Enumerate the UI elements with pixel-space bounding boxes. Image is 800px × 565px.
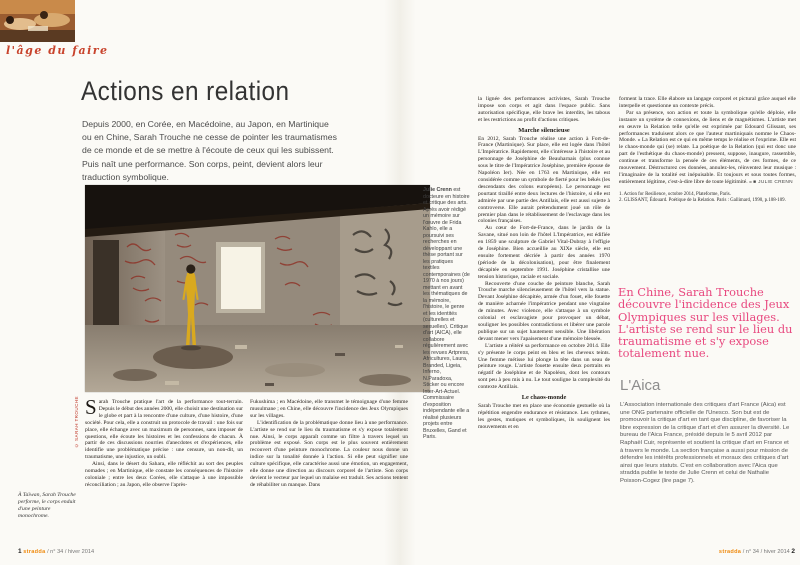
body-paragraph: Ainsi, dans le désert du Sahara, elle réfléchit au sort des peuples nomades ; en Martinique, elle constate les conséquences de l'histoire coloniale ; entre les deux Corées, elle s'attaque à une impossible réconciliation ; au Japon, elle observe l'après- (85, 461, 243, 488)
aica-body: L'Association internationale des critiques d'art France (Aica) est une ONG partenaire officielle de l'Unesco. Son but est de promouvoir la critique d'art en tant que discipline, de favoriser la libre expression de la critique d'art et d'en assurer la diversité. Le bureau de l'Aica France, présidé depuis le 5 avril 2012 par Raphaël Cuir, représente et soutient la critique d'art en France et à travers le monde. La section française a aussi pour mission de défendre les intérêts professionnels et moraux des critiques d'art ainsi que leurs statuts. C'est en collaboration avec l'Aica que stradda publie le texte de Julie Crenn et celui de Nathalie Poisson-Cogez (lire page 7). (620, 402, 790, 484)
body-paragraph: Sarah Trouche pratique l'art de la performance tout-terrain. Depuis le début des années 2000, elle choisit une destination sur le globe et part à la rencontre d'une culture, d'une histoire, d'une société. Pour cela, elle a construit un protocole de travail : une fois sur place, elle échange avec un maximum de personnes, sans imposer de questions, elle écoute les histoires et les confessions de chacun. À partir de ces discussions nourries d'anecdotes et d'expériences, elle identifie une problématique précise : une censure, un non-dit, un traumatisme, une injustice, un oubli. (85, 395, 243, 461)
drop-cap: S (85, 395, 97, 419)
magazine-brand: stradda (718, 549, 742, 555)
body-paragraph: L'identification de la problématique donne lieu à une performance. L'artiste se rend sur le lieu du traumatisme et s'y expose totalement nue. Ainsi, le corps apparaît comme un filtre à travers lequel un problème est exposé. Son corps est le plus souvent entièrement recouvert d'une peinture monochrome. La couleur nous donne un indice sur la tonalité donnée à l'action. Si elle peut signifier une culture spécifique, elle caractérise aussi une émotion, un engagement, elle donne une direction au discours corporel de l'artiste. Son corps devient le vecteur par lequel un malaise est traduit. Ses actions tentent de réhabiliter un manque. Dans (250, 419, 408, 488)
left-column-1 (85, 395, 243, 489)
issue-info: / n° 34 / hiver 2014 (47, 549, 95, 555)
pull-quote: En Chine, Sarah Trouche découvre l'incidence des Jeux Olympiques sur les villages. L'artiste se rend sur le lieu du traumatisme et s'y expose totalement nue. (618, 285, 793, 361)
photo-doorway (93, 240, 119, 328)
footer-left (18, 548, 94, 555)
aica-heading: L'Aica (620, 377, 661, 394)
byline: ■ JULIE CRENN (753, 179, 793, 185)
body-paragraph: Au cœur de Fort-de-France, dans le jardin de la Savane, situé non loin de l'hôtel L'Impératrice, est édifiée en 1859 une sculpture de Gabriel Vital-Dubray à l'effigie de Joséphine. Bien accueillie au XIXe siècle, elle est ensuite fortement décriée à partir des années 1970 (période de la décolonisation), pour être finalement décapitée en septembre 1991. Joséphine cristallise une tension historique, raciale et sociale. (478, 225, 610, 280)
page-number-left: 1 (18, 548, 22, 555)
subheading-marche-silencieuse: Marche silencieuse (518, 126, 570, 134)
subheading-le-chaos-monde: Le chaos-monde (521, 394, 567, 402)
magazine-brand: stradda (23, 549, 46, 555)
thumbnail-graphic (0, 0, 75, 42)
body-paragraph: En 2012, Sarah Trouche réalise une action à Fort-de-France (Martinique). Sur place, elle est logée dans l'hôtel L'Impératrice. Rapidement, elle s'intéresse à l'histoire et au personnage de Joséphine de Beauharnais (plus connue sous le titre de l'Impératrice Joséphine, première épouse de Napoléon Ier). Née en 1763 en Martinique, elle est considérée comme un symbole de fierté pour les békés (les descendants des colons européens). Le personnage est pourtant tiraillé entre deux lectures de l'histoire, si elle est admirée par une partie des Antillais, elle est aussi sujette à controverse. Elle aurait prétendument joué un rôle de premier plan dans le rétablissement de l'esclavage dans les colonies françaises. (478, 135, 610, 225)
page-number-right: 2 (791, 548, 795, 555)
right-column-1 (478, 96, 610, 431)
photo-credit: © SARAH TROUCHE (74, 396, 79, 449)
footnote: 2. GLISSANT, Édouard. Poétique de la Relation. Paris : Gallimard, 1990, p.108-109. (619, 197, 786, 203)
body-paragraph: la lignée des performances activistes, Sarah Trouche impose son corps et agit dans l'espace public. Sans autorisation spécifique, elle brave les interdits, les tabous et les restrictions au profit d'actions critiques. (478, 96, 610, 123)
footnote: 1. Action for Resilience, octobre 2014, Plateforme, Paris. (619, 191, 731, 197)
author-bio: Julie Crenn est docteure en histoire et critique des arts. Après avoir rédigé un mémoire sur l'œuvre de Frida Kahlo, elle a poursuivi ses recherches en développant une thèse portant sur les pratiques textiles contemporaines (de 1970 à nos jours) mettant en avant les thématiques de la mémoire, l'histoire, le genre et les identités (culturelles et sexuelles). Critique d'art (AICA), elle collabore régulièrement avec les revues Artpress, Africultures, Laura, Branded, Ligeia, Inferno, N.Paradoxa, Sticker ou encore Inter-Art-Actuel. Commissaire d'exposition indépendante elle a réalisé plusieurs projets entre Bruxelles, Gand et Paris. (423, 187, 470, 440)
body-paragraph: Recouverte d'une couche de peinture blanche, Sarah Trouche marche silencieusement de l'hôtel vers la statue. Devant Joséphine décapitée, armée d'un fouet, elle fouette de manière acharnée l'impératrice pendant une vingtaine de minutes. Avec violence, elle s'attaque à un symbole colonial et esclavagiste pour provoquer un débat, souligner les possibles contradictions et libérer une parole publique sur un sujet hautement sensible. Une libération devant mener vers l'apaisement d'une mémoire blessée. (478, 280, 610, 342)
left-column-2 (250, 399, 408, 489)
issue-info: / n° 34 / hiver 2014 (742, 549, 790, 555)
section-thumbnail-photo (0, 0, 75, 42)
photo-figure-hair (186, 264, 195, 273)
article-intro: Depuis 2000, en Corée, en Macédoine, au Japon, en Martinique ou en Chine, Sarah Trouche ne cesse de pointer les traumatismes de ce monde et de se mettre à l'écoute de ceux qui les subissent. Puis naît une performance. Son corps, peint, devient alors leur traduction symbolique. (82, 119, 337, 182)
footnotes (619, 192, 796, 204)
right-column-2 (619, 96, 796, 204)
photo-window (221, 247, 261, 309)
footer-right (620, 548, 795, 555)
photo-caption: À Taïwan, Sarah Trouche performe, le corps enduit d'une peinture monochrome. (18, 492, 76, 520)
body-paragraph: Par sa présence, son action et toute la symbolique qu'elle déploie, elle instaure un système de connexions, de liens et de magnétismes. L'artiste met en œuvre la Relation telle qu'elle est exprimée par Edouard Glissant, ses performances traduisent alors ce que l'auteur martiniquais nomme le Chaos-Monde. « La Relation est ce qui en même temps le réalise et l'exprime. Elle est le chaos-monde qui (se) relate. La poétique de la Relation (qui est donc une part de l'esthétique du chaos-monde) pressent, suppose, inaugure, rassemble, continue et transforme la pensée de ces éléments, de ces formes, de ce mouvement. Déstructurez ces données, annulez-les, réinventez leur musique : l'imaginaire de la totalité est inépuisable. Et toujours et sous toutes formes, entièrement légitime, c'est-à-dire libre de toute légitimité. » ■ JULIE CRENN (619, 109, 796, 185)
body-paragraph: L'artiste a réitéré sa performance en octobre 2014. Elle s'y présente le corps peint en bleu et les cheveux teints. Une femme métisse lui plonge la tête dans un seau de peinture rouge. L'artiste fouette ensuite deux portraits en négatif de Joséphine et de Napoléon, dont les contours sont peu à peu mis à nu. Le tout souligne la complexité du contexte Antillais. (478, 342, 610, 391)
section-label: l'âge du faire (6, 44, 109, 57)
performance-photo-graphic (85, 185, 430, 392)
body-paragraph: forment la trace. Elle élabore un langage corporel et pictural grâce auquel elle interpelle et questionne un contexte précis. (619, 96, 796, 109)
page-title: Actions en relation (81, 76, 290, 106)
performance-photo (85, 185, 430, 392)
body-paragraph: Sarah Trouche met en place une économie gestuelle où la répétition engendre endurance et résistance. Les rythmes, les gestes, mutiques et symboliques, ils soulignent les mouvements et en (478, 402, 610, 430)
body-paragraph: Fukushima ; en Macédoine, elle transmet le témoignage d'une femme musulmane ; en Chine, elle découvre l'incidence des Jeux Olympiques sur les villages. (250, 399, 408, 419)
author-name: Julie Crenn (423, 187, 452, 193)
